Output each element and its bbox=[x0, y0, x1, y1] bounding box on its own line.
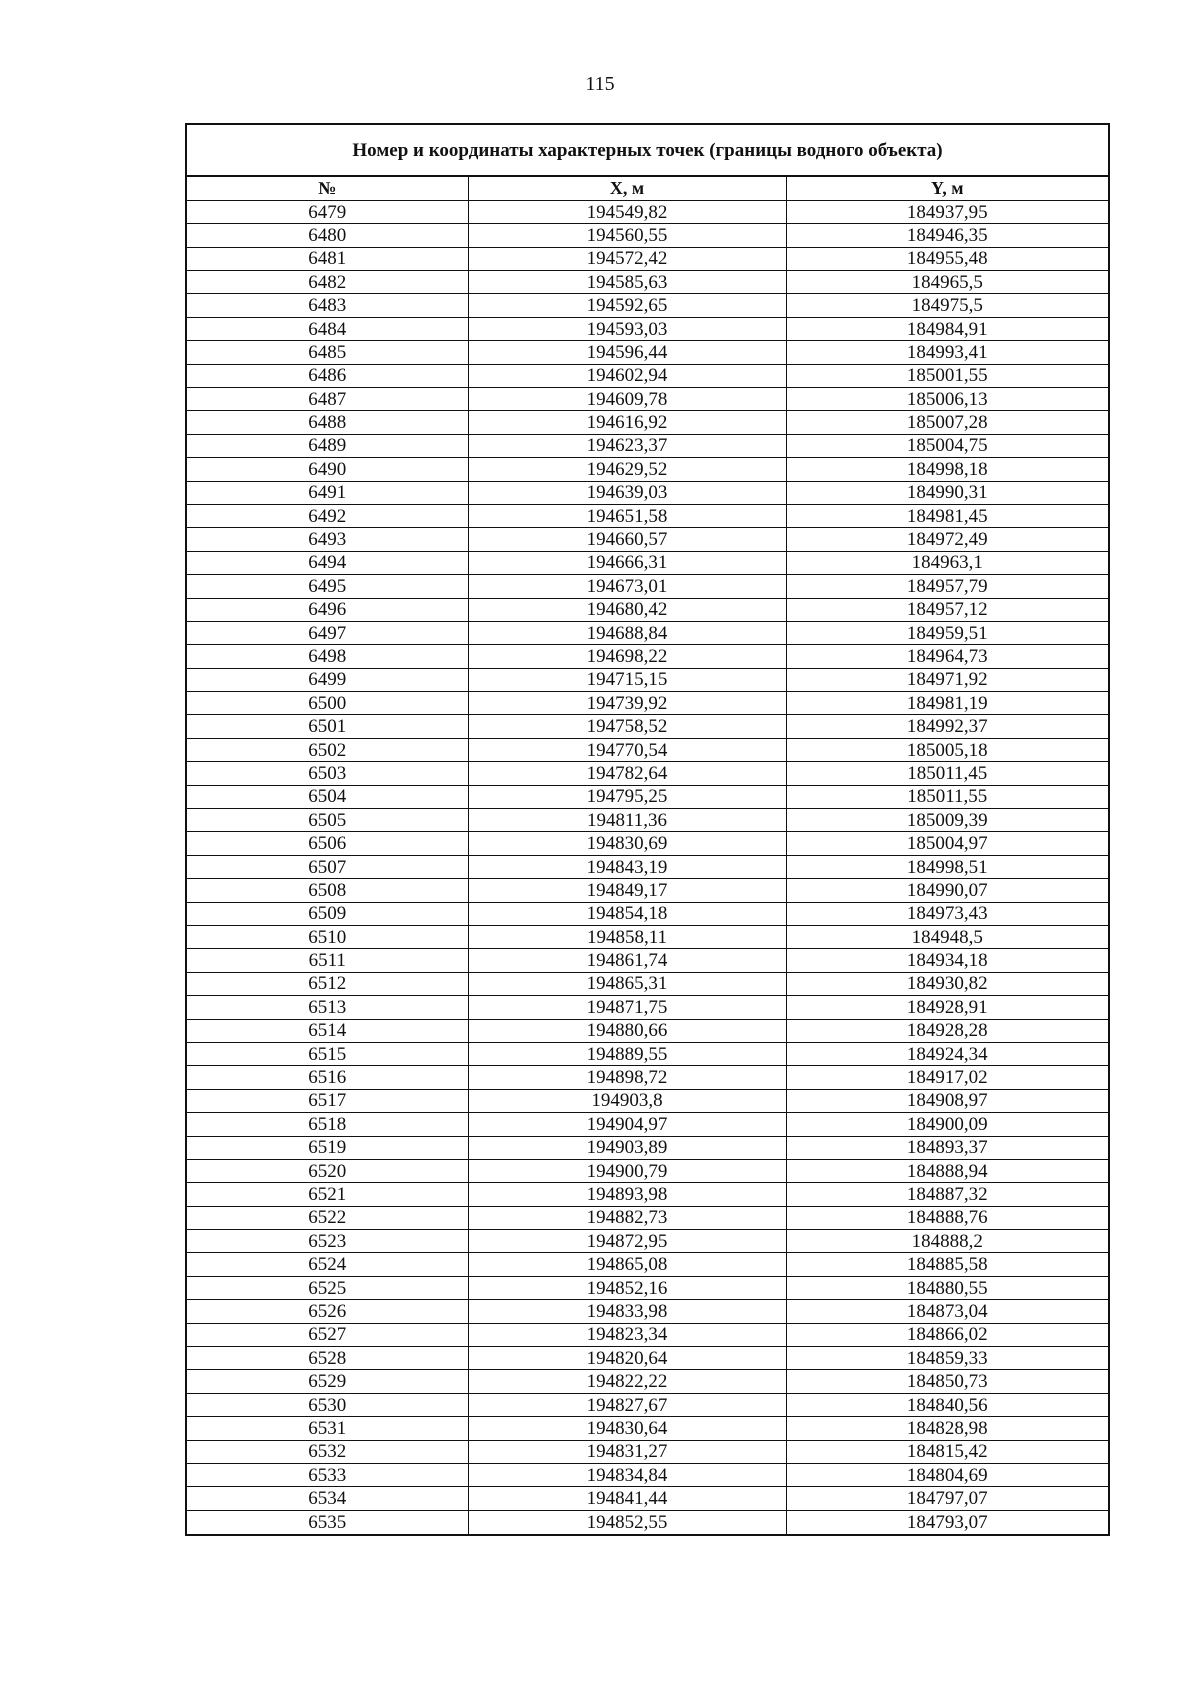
column-header-x: X, м bbox=[468, 177, 786, 200]
header-row bbox=[187, 177, 1108, 200]
table-row bbox=[187, 388, 1108, 411]
x-coordinate-cell: 194833,98 bbox=[468, 1300, 786, 1323]
y-coordinate-cell: 184998,51 bbox=[786, 855, 1108, 878]
y-coordinate-cell: 185004,97 bbox=[786, 832, 1108, 855]
x-coordinate-cell: 194865,31 bbox=[468, 972, 786, 995]
table-row bbox=[187, 551, 1108, 574]
table-row bbox=[187, 271, 1108, 294]
y-coordinate-cell: 184964,73 bbox=[786, 645, 1108, 668]
y-coordinate-cell: 184998,18 bbox=[786, 458, 1108, 481]
x-coordinate-cell: 194666,31 bbox=[468, 551, 786, 574]
point-number-cell: 6517 bbox=[187, 1089, 468, 1112]
x-coordinate-cell: 194629,52 bbox=[468, 458, 786, 481]
x-coordinate-cell: 194898,72 bbox=[468, 1066, 786, 1089]
point-number-cell: 6482 bbox=[187, 271, 468, 294]
table-row bbox=[187, 1487, 1108, 1510]
x-coordinate-cell: 194904,97 bbox=[468, 1113, 786, 1136]
x-coordinate-cell: 194592,65 bbox=[468, 294, 786, 317]
table-row bbox=[187, 1440, 1108, 1463]
x-coordinate-cell: 194861,74 bbox=[468, 949, 786, 972]
table-row bbox=[187, 621, 1108, 644]
x-coordinate-cell: 194852,16 bbox=[468, 1276, 786, 1299]
y-coordinate-cell: 184965,5 bbox=[786, 271, 1108, 294]
x-coordinate-cell: 194660,57 bbox=[468, 528, 786, 551]
point-number-cell: 6486 bbox=[187, 364, 468, 387]
table-row bbox=[187, 1276, 1108, 1299]
x-coordinate-cell: 194830,64 bbox=[468, 1417, 786, 1440]
point-number-cell: 6503 bbox=[187, 762, 468, 785]
x-coordinate-cell: 194889,55 bbox=[468, 1042, 786, 1065]
table-row bbox=[187, 879, 1108, 902]
y-coordinate-cell: 184990,31 bbox=[786, 481, 1108, 504]
table-row bbox=[187, 1510, 1108, 1533]
table-row bbox=[187, 200, 1108, 223]
y-coordinate-cell: 184937,95 bbox=[786, 200, 1108, 223]
point-number-cell: 6532 bbox=[187, 1440, 468, 1463]
table-row bbox=[187, 1206, 1108, 1229]
x-coordinate-cell: 194770,54 bbox=[468, 738, 786, 761]
y-coordinate-cell: 184888,76 bbox=[786, 1206, 1108, 1229]
page-number: 115 bbox=[585, 73, 615, 95]
x-coordinate-cell: 194823,34 bbox=[468, 1323, 786, 1346]
table-row bbox=[187, 738, 1108, 761]
x-coordinate-cell: 194830,69 bbox=[468, 832, 786, 855]
table-row bbox=[187, 504, 1108, 527]
x-coordinate-cell: 194651,58 bbox=[468, 504, 786, 527]
table-row bbox=[187, 715, 1108, 738]
y-coordinate-cell: 184975,5 bbox=[786, 294, 1108, 317]
x-coordinate-cell: 194900,79 bbox=[468, 1159, 786, 1182]
y-coordinate-cell: 185009,39 bbox=[786, 809, 1108, 832]
point-number-cell: 6500 bbox=[187, 692, 468, 715]
x-coordinate-cell: 194609,78 bbox=[468, 388, 786, 411]
x-coordinate-cell: 194858,11 bbox=[468, 926, 786, 949]
point-number-cell: 6519 bbox=[187, 1136, 468, 1159]
x-coordinate-cell: 194782,64 bbox=[468, 762, 786, 785]
y-coordinate-cell: 184859,33 bbox=[786, 1347, 1108, 1370]
table-row bbox=[187, 1370, 1108, 1393]
x-coordinate-cell: 194698,22 bbox=[468, 645, 786, 668]
point-number-cell: 6527 bbox=[187, 1323, 468, 1346]
point-number-cell: 6530 bbox=[187, 1393, 468, 1416]
table-row bbox=[187, 1136, 1108, 1159]
x-coordinate-cell: 194560,55 bbox=[468, 224, 786, 247]
point-number-cell: 6526 bbox=[187, 1300, 468, 1323]
x-coordinate-cell: 194880,66 bbox=[468, 1019, 786, 1042]
table-row bbox=[187, 809, 1108, 832]
point-number-cell: 6491 bbox=[187, 481, 468, 504]
y-coordinate-cell: 184885,58 bbox=[786, 1253, 1108, 1276]
point-number-cell: 6516 bbox=[187, 1066, 468, 1089]
x-coordinate-cell: 194820,64 bbox=[468, 1347, 786, 1370]
table-row bbox=[187, 1019, 1108, 1042]
y-coordinate-cell: 184948,5 bbox=[786, 926, 1108, 949]
y-coordinate-cell: 184850,73 bbox=[786, 1370, 1108, 1393]
y-coordinate-cell: 185004,75 bbox=[786, 434, 1108, 457]
table-caption: Номер и координаты характерных точек (границы водного объекта) bbox=[187, 125, 1108, 177]
x-coordinate-cell: 194715,15 bbox=[468, 668, 786, 691]
y-coordinate-cell: 184900,09 bbox=[786, 1113, 1108, 1136]
table-row bbox=[187, 1417, 1108, 1440]
x-coordinate-cell: 194593,03 bbox=[468, 317, 786, 340]
y-coordinate-cell: 185007,28 bbox=[786, 411, 1108, 434]
table-row bbox=[187, 668, 1108, 691]
x-coordinate-cell: 194893,98 bbox=[468, 1183, 786, 1206]
table-row bbox=[187, 1183, 1108, 1206]
y-coordinate-cell: 184888,2 bbox=[786, 1230, 1108, 1253]
table-row bbox=[187, 996, 1108, 1019]
y-coordinate-cell: 184981,19 bbox=[786, 692, 1108, 715]
point-number-cell: 6522 bbox=[187, 1206, 468, 1229]
y-coordinate-cell: 184828,98 bbox=[786, 1417, 1108, 1440]
y-coordinate-cell: 184888,94 bbox=[786, 1159, 1108, 1182]
point-number-cell: 6481 bbox=[187, 247, 468, 270]
table-row bbox=[187, 762, 1108, 785]
x-coordinate-cell: 194549,82 bbox=[468, 200, 786, 223]
x-coordinate-cell: 194854,18 bbox=[468, 902, 786, 925]
x-coordinate-cell: 194872,95 bbox=[468, 1230, 786, 1253]
table-row bbox=[187, 926, 1108, 949]
y-coordinate-cell: 184880,55 bbox=[786, 1276, 1108, 1299]
point-number-cell: 6534 bbox=[187, 1487, 468, 1510]
table-row bbox=[187, 598, 1108, 621]
point-number-cell: 6497 bbox=[187, 621, 468, 644]
point-number-cell: 6483 bbox=[187, 294, 468, 317]
x-coordinate-cell: 194843,19 bbox=[468, 855, 786, 878]
x-coordinate-cell: 194623,37 bbox=[468, 434, 786, 457]
point-number-cell: 6525 bbox=[187, 1276, 468, 1299]
table-row bbox=[187, 1113, 1108, 1136]
y-coordinate-cell: 184928,28 bbox=[786, 1019, 1108, 1042]
y-coordinate-cell: 184990,07 bbox=[786, 879, 1108, 902]
y-coordinate-cell: 184981,45 bbox=[786, 504, 1108, 527]
table-row bbox=[187, 1253, 1108, 1276]
y-coordinate-cell: 184917,02 bbox=[786, 1066, 1108, 1089]
x-coordinate-cell: 194882,73 bbox=[468, 1206, 786, 1229]
y-coordinate-cell: 184973,43 bbox=[786, 902, 1108, 925]
table-row bbox=[187, 434, 1108, 457]
x-coordinate-cell: 194795,25 bbox=[468, 785, 786, 808]
table-row bbox=[187, 902, 1108, 925]
table-row bbox=[187, 1393, 1108, 1416]
y-coordinate-cell: 185006,13 bbox=[786, 388, 1108, 411]
y-coordinate-cell: 184793,07 bbox=[786, 1510, 1108, 1533]
y-coordinate-cell: 184971,92 bbox=[786, 668, 1108, 691]
x-coordinate-cell: 194852,55 bbox=[468, 1510, 786, 1533]
point-number-cell: 6485 bbox=[187, 341, 468, 364]
y-coordinate-cell: 184840,56 bbox=[786, 1393, 1108, 1416]
x-coordinate-cell: 194639,03 bbox=[468, 481, 786, 504]
coordinates-table bbox=[185, 123, 1110, 1536]
y-coordinate-cell: 184924,34 bbox=[786, 1042, 1108, 1065]
y-coordinate-cell: 184930,82 bbox=[786, 972, 1108, 995]
table-row bbox=[187, 528, 1108, 551]
x-coordinate-cell: 194831,27 bbox=[468, 1440, 786, 1463]
table-row bbox=[187, 411, 1108, 434]
table-row bbox=[187, 972, 1108, 995]
table-row bbox=[187, 1300, 1108, 1323]
point-number-cell: 6528 bbox=[187, 1347, 468, 1370]
table-row bbox=[187, 481, 1108, 504]
table-row bbox=[187, 575, 1108, 598]
x-coordinate-cell: 194822,22 bbox=[468, 1370, 786, 1393]
x-coordinate-cell: 194903,89 bbox=[468, 1136, 786, 1159]
table-row bbox=[187, 458, 1108, 481]
point-number-cell: 6520 bbox=[187, 1159, 468, 1182]
point-number-cell: 6488 bbox=[187, 411, 468, 434]
point-number-cell: 6508 bbox=[187, 879, 468, 902]
table-row bbox=[187, 1159, 1108, 1182]
point-number-cell: 6506 bbox=[187, 832, 468, 855]
table-row bbox=[187, 949, 1108, 972]
point-number-cell: 6480 bbox=[187, 224, 468, 247]
y-coordinate-cell: 184963,1 bbox=[786, 551, 1108, 574]
x-coordinate-cell: 194616,92 bbox=[468, 411, 786, 434]
y-coordinate-cell: 184797,07 bbox=[786, 1487, 1108, 1510]
point-number-cell: 6533 bbox=[187, 1463, 468, 1486]
point-number-cell: 6498 bbox=[187, 645, 468, 668]
x-coordinate-cell: 194827,67 bbox=[468, 1393, 786, 1416]
point-number-cell: 6512 bbox=[187, 972, 468, 995]
coordinates-grid bbox=[187, 177, 1108, 1534]
x-coordinate-cell: 194585,63 bbox=[468, 271, 786, 294]
point-number-cell: 6494 bbox=[187, 551, 468, 574]
point-number-cell: 6518 bbox=[187, 1113, 468, 1136]
table-row bbox=[187, 1066, 1108, 1089]
point-number-cell: 6502 bbox=[187, 738, 468, 761]
table-row bbox=[187, 855, 1108, 878]
point-number-cell: 6505 bbox=[187, 809, 468, 832]
point-number-cell: 6513 bbox=[187, 996, 468, 1019]
point-number-cell: 6504 bbox=[187, 785, 468, 808]
y-coordinate-cell: 184928,91 bbox=[786, 996, 1108, 1019]
point-number-cell: 6524 bbox=[187, 1253, 468, 1276]
point-number-cell: 6531 bbox=[187, 1417, 468, 1440]
y-coordinate-cell: 184804,69 bbox=[786, 1463, 1108, 1486]
y-coordinate-cell: 185001,55 bbox=[786, 364, 1108, 387]
table-row bbox=[187, 692, 1108, 715]
x-coordinate-cell: 194602,94 bbox=[468, 364, 786, 387]
x-coordinate-cell: 194739,92 bbox=[468, 692, 786, 715]
y-coordinate-cell: 184955,48 bbox=[786, 247, 1108, 270]
y-coordinate-cell: 184984,91 bbox=[786, 317, 1108, 340]
point-number-cell: 6507 bbox=[187, 855, 468, 878]
table-row bbox=[187, 1347, 1108, 1370]
point-number-cell: 6487 bbox=[187, 388, 468, 411]
column-header-y: Y, м bbox=[786, 177, 1108, 200]
y-coordinate-cell: 185005,18 bbox=[786, 738, 1108, 761]
y-coordinate-cell: 184908,97 bbox=[786, 1089, 1108, 1112]
table-row bbox=[187, 1323, 1108, 1346]
x-coordinate-cell: 194903,8 bbox=[468, 1089, 786, 1112]
x-coordinate-cell: 194572,42 bbox=[468, 247, 786, 270]
y-coordinate-cell: 184815,42 bbox=[786, 1440, 1108, 1463]
y-coordinate-cell: 184957,79 bbox=[786, 575, 1108, 598]
x-coordinate-cell: 194871,75 bbox=[468, 996, 786, 1019]
table-row bbox=[187, 1230, 1108, 1253]
y-coordinate-cell: 185011,45 bbox=[786, 762, 1108, 785]
x-coordinate-cell: 194758,52 bbox=[468, 715, 786, 738]
point-number-cell: 6510 bbox=[187, 926, 468, 949]
point-number-cell: 6511 bbox=[187, 949, 468, 972]
x-coordinate-cell: 194673,01 bbox=[468, 575, 786, 598]
y-coordinate-cell: 184993,41 bbox=[786, 341, 1108, 364]
x-coordinate-cell: 194865,08 bbox=[468, 1253, 786, 1276]
y-coordinate-cell: 185011,55 bbox=[786, 785, 1108, 808]
point-number-cell: 6479 bbox=[187, 200, 468, 223]
y-coordinate-cell: 184873,04 bbox=[786, 1300, 1108, 1323]
point-number-cell: 6490 bbox=[187, 458, 468, 481]
point-number-cell: 6521 bbox=[187, 1183, 468, 1206]
x-coordinate-cell: 194841,44 bbox=[468, 1487, 786, 1510]
point-number-cell: 6499 bbox=[187, 668, 468, 691]
y-coordinate-cell: 184893,37 bbox=[786, 1136, 1108, 1159]
y-coordinate-cell: 184959,51 bbox=[786, 621, 1108, 644]
x-coordinate-cell: 194849,17 bbox=[468, 879, 786, 902]
point-number-cell: 6514 bbox=[187, 1019, 468, 1042]
y-coordinate-cell: 184957,12 bbox=[786, 598, 1108, 621]
table-row bbox=[187, 341, 1108, 364]
table-row bbox=[187, 785, 1108, 808]
table-row bbox=[187, 832, 1108, 855]
table-row bbox=[187, 1089, 1108, 1112]
x-coordinate-cell: 194596,44 bbox=[468, 341, 786, 364]
point-number-cell: 6515 bbox=[187, 1042, 468, 1065]
point-number-cell: 6535 bbox=[187, 1510, 468, 1533]
x-coordinate-cell: 194688,84 bbox=[468, 621, 786, 644]
y-coordinate-cell: 184992,37 bbox=[786, 715, 1108, 738]
table-row bbox=[187, 364, 1108, 387]
y-coordinate-cell: 184866,02 bbox=[786, 1323, 1108, 1346]
point-number-cell: 6529 bbox=[187, 1370, 468, 1393]
x-coordinate-cell: 194834,84 bbox=[468, 1463, 786, 1486]
x-coordinate-cell: 194811,36 bbox=[468, 809, 786, 832]
x-coordinate-cell: 194680,42 bbox=[468, 598, 786, 621]
point-number-cell: 6489 bbox=[187, 434, 468, 457]
y-coordinate-cell: 184887,32 bbox=[786, 1183, 1108, 1206]
point-number-cell: 6509 bbox=[187, 902, 468, 925]
table-row bbox=[187, 1042, 1108, 1065]
table-row bbox=[187, 1463, 1108, 1486]
y-coordinate-cell: 184934,18 bbox=[786, 949, 1108, 972]
table-row bbox=[187, 645, 1108, 668]
point-number-cell: 6492 bbox=[187, 504, 468, 527]
point-number-cell: 6484 bbox=[187, 317, 468, 340]
table-body bbox=[187, 200, 1108, 1533]
point-number-cell: 6523 bbox=[187, 1230, 468, 1253]
table-row bbox=[187, 247, 1108, 270]
table-row bbox=[187, 224, 1108, 247]
y-coordinate-cell: 184946,35 bbox=[786, 224, 1108, 247]
table-row bbox=[187, 294, 1108, 317]
table-row bbox=[187, 317, 1108, 340]
point-number-cell: 6495 bbox=[187, 575, 468, 598]
y-coordinate-cell: 184972,49 bbox=[786, 528, 1108, 551]
column-header-number: № bbox=[187, 177, 468, 200]
point-number-cell: 6493 bbox=[187, 528, 468, 551]
point-number-cell: 6501 bbox=[187, 715, 468, 738]
point-number-cell: 6496 bbox=[187, 598, 468, 621]
